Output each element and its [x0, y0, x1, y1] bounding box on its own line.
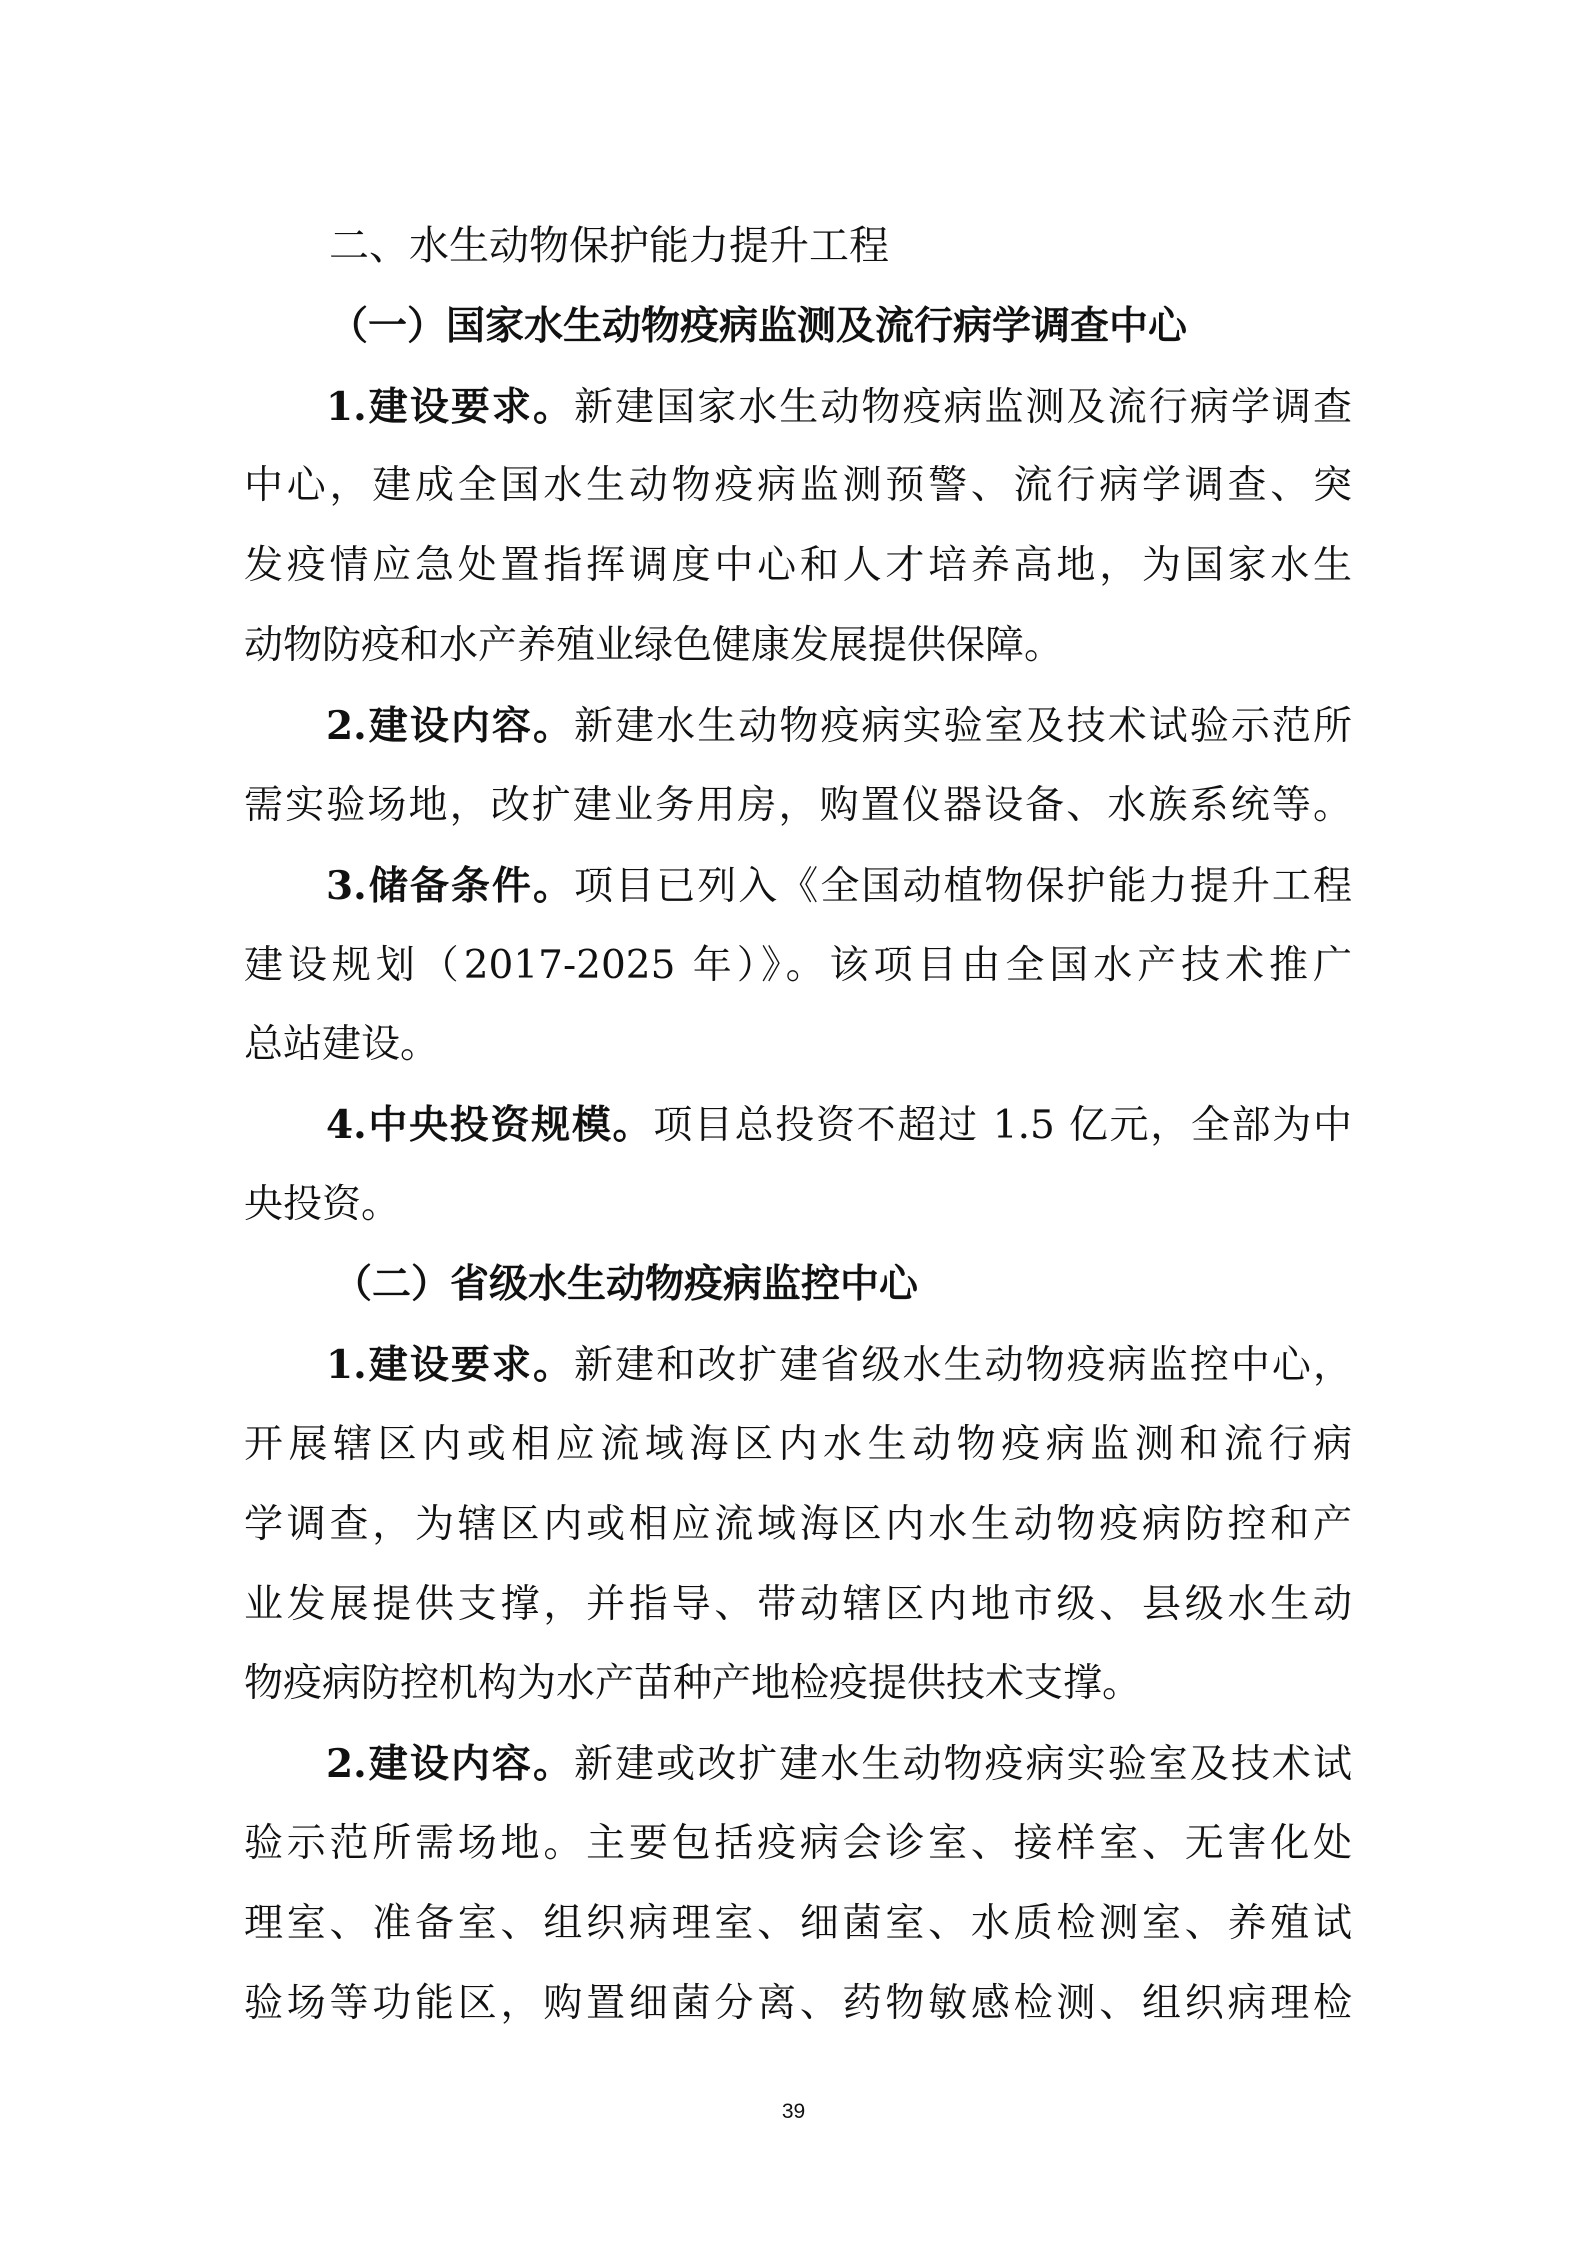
paragraph-line: 业发展提供支撑，并指导、带动辖区内地市级、县级水生动	[244, 1582, 1352, 1627]
paragraph-line: 动物防疫和水产养殖业绿色健康发展提供保障。	[244, 623, 1064, 668]
item-text: 项目总投资不超过 1.5 亿元，全部为中	[653, 1103, 1352, 1148]
paragraph-line: 央投资。	[244, 1182, 401, 1227]
paragraph-line: 需实验场地，改扩建业务用房，购置仪器设备、水族系统等。	[244, 783, 1352, 828]
item-label: 2.建设内容。	[326, 703, 575, 749]
subsection-title-1: （一）国家水生动物疫病监测及流行病学调查中心	[329, 304, 1188, 349]
item-label: 1.建设要求。	[326, 1342, 575, 1388]
paragraph-line: 总站建设。	[244, 1022, 440, 1067]
item-text: 新建国家水生动物疫病监测及流行病学调查	[574, 385, 1352, 430]
item-text: 新建和改扩建省级水生动物疫病监控中心，	[574, 1343, 1352, 1388]
item-label: 2.建设内容。	[326, 1741, 575, 1787]
paragraph-line: 中心，建成全国水生动物疫病监测预警、流行病学调查、突	[244, 463, 1352, 508]
item-text: 项目已列入《全国动植物保护能力提升工程	[574, 864, 1352, 909]
item-label: 4.中央投资规模。	[326, 1102, 654, 1148]
item-text: 新建或改扩建水生动物疫病实验室及技术试	[574, 1742, 1352, 1787]
paragraph-line	[326, 698, 1352, 754]
section-title: 二、水生动物保护能力提升工程	[329, 223, 889, 269]
paragraph-line: 开展辖区内或相应流域海区内水生动物疫病监测和流行病	[244, 1422, 1352, 1467]
item-text: 新建水生动物疫病实验室及技术试验示范所	[574, 704, 1352, 749]
page-number: 39	[781, 2100, 806, 2123]
paragraph-line: 验场等功能区，购置细菌分离、药物敏感检测、组织病理检	[244, 1981, 1352, 2026]
item-label: 1.建设要求。	[326, 384, 575, 430]
item-label: 3.储备条件。	[326, 863, 575, 909]
paragraph-line: 理室、准备室、组织病理室、细菌室、水质检测室、养殖试	[244, 1901, 1352, 1946]
paragraph-line	[326, 1736, 1352, 1792]
paragraph-line: 学调查，为辖区内或相应流域海区内水生动物疫病防控和产	[244, 1502, 1352, 1547]
subsection-title-2: （二）省级水生动物疫病监控中心	[333, 1262, 919, 1307]
paragraph-line	[326, 379, 1352, 435]
paragraph-line	[326, 1097, 1352, 1153]
paragraph-line	[326, 1337, 1352, 1393]
paragraph-line: 物疫病防控机构为水产苗种产地检疫提供技术支撑。	[244, 1661, 1142, 1706]
paragraph-line: 建设规划（2017-2025 年）》。该项目由全国水产技术推广	[244, 943, 1352, 988]
paragraph-line	[326, 858, 1352, 914]
paragraph-line: 验示范所需场地。主要包括疫病会诊室、接样室、无害化处	[244, 1821, 1352, 1866]
paragraph-line: 发疫情应急处置指挥调度中心和人才培养高地，为国家水生	[244, 543, 1352, 588]
